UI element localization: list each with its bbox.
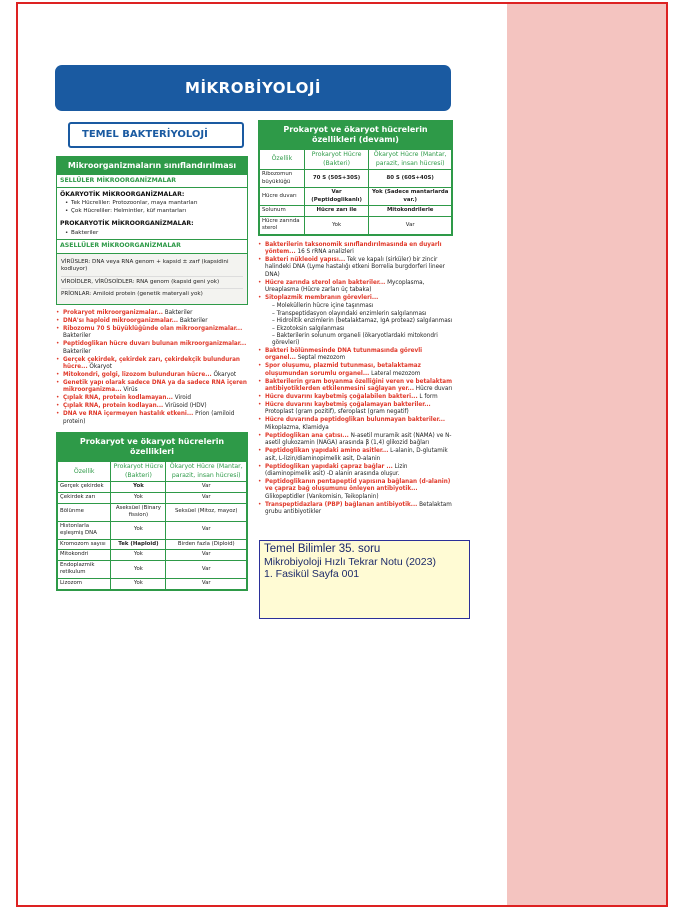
- fact-term: Bakterilerin taksonomik sınıflandırılmasında en duyarlı yöntem...: [265, 241, 442, 256]
- fact-item: [258, 333, 453, 348]
- list-item: • Bakteriler: [71, 230, 244, 238]
- fact-item: [56, 318, 248, 325]
- fact-item: [258, 348, 453, 363]
- list-item: PRİONLAR: Amiloid protein (genetik materyali yok): [61, 291, 203, 298]
- fact-answer: Mycoplasma, Ureaplasma (Hücre zarları üç tabaka): [265, 279, 425, 294]
- table-row: [58, 492, 247, 503]
- cell-table-title: Prokaryot ve ökaryot hücrelerin özellikleri: [57, 433, 247, 461]
- fact-item: [258, 242, 453, 257]
- table-cell: Var: [166, 482, 247, 493]
- fact-answer: Prion (amiloid protein): [63, 411, 235, 425]
- eukaryotic-list: [57, 200, 247, 217]
- fact-answer: – Bakterilerin solunum organeli (ökaryotlardaki mitokondri görevleri): [272, 332, 438, 347]
- fact-answer: – Ekzotoksin salgılanması: [272, 325, 345, 332]
- fact-term: Hücre zarında sterol olan bakteriler...: [265, 279, 386, 286]
- table-cell: Histonlarla eşleşmiş DNA: [58, 521, 111, 539]
- fact-term: Mitokondri, golgi, lizozom bulunduran hücre...: [63, 371, 212, 378]
- table-row: [260, 206, 452, 217]
- list-item: VİROİDLER, VİRÜSOİDLER: RNA genom (kapsid geni yok): [61, 277, 243, 290]
- fact-item: [258, 379, 453, 394]
- fact-term: Çıplak RNA, protein kodlayan...: [63, 403, 164, 410]
- table-cell: Yok: [111, 560, 166, 578]
- fact-term: Peptidoglikan ana çatısı...: [265, 432, 349, 439]
- table-cell: Var: [166, 521, 247, 539]
- fact-item: [258, 448, 453, 463]
- fact-answer: L-alanin, D-glutamik asit, L-lizin/diaminopimelik asit, D-alanin: [265, 448, 448, 462]
- note-line-3: 1. Fasikül Sayfa 001: [264, 568, 360, 581]
- table-cell: 80 S (60S+40S): [369, 170, 452, 188]
- fact-answer: L form: [417, 393, 438, 400]
- fact-answer: N-asetil muramik asit (NAMA) ve N-asetil glukozamin (NAGA) arasında β (1,4) glikozid bağları: [265, 432, 452, 447]
- eukaryotic-heading: ÖKARYOTİK MİKROORGANİZMALAR:: [60, 190, 185, 198]
- fact-term: Hücre duvarını kaybetmiş çoğalamayan bakteriler...: [265, 401, 431, 408]
- fact-answer: Septal mezozom: [295, 355, 346, 362]
- note-line-1: Temel Bilimler 35. soru: [264, 543, 381, 555]
- right-facts-list: [258, 242, 453, 517]
- table-row: [58, 550, 247, 561]
- fact-answer: 16 S rRNA analizleri: [295, 249, 354, 256]
- list-item: • Çok Hücreliler: Helmintler, küf mantarları: [71, 208, 244, 216]
- table-cell: Gerçek çekirdek: [58, 482, 111, 493]
- cell-table-box: [56, 432, 248, 590]
- fact-term: Peptidoglikan hücre duvarı bulunan mikroorganizmalar...: [63, 341, 247, 348]
- table-row: [58, 521, 247, 539]
- cell-table-cont-title: Prokaryot ve ökaryot hücrelerin özellikleri (devamı): [259, 121, 452, 149]
- fact-item: [56, 341, 248, 356]
- fact-answer: Bakteriler: [178, 317, 208, 324]
- note-line-2: Mikrobiyoloji Hızlı Tekrar Notu (2023): [264, 556, 436, 569]
- table-cell: Yok (Sadece mantarlarda var.): [369, 188, 452, 206]
- source-note: [259, 540, 470, 619]
- table-cell: Lizozom: [58, 578, 111, 589]
- table-cell: Yok: [111, 492, 166, 503]
- fact-answer: Virüs: [121, 387, 138, 394]
- table-cell: Hücre zarı ile: [304, 206, 369, 217]
- fact-item: [258, 311, 453, 318]
- table-cell: Mitokondri: [58, 550, 111, 561]
- fact-answer: Protoplast (gram pozitif), sferoplast (gram negatif): [265, 409, 409, 416]
- fact-item: [258, 280, 453, 295]
- table-cell: Birden fazla (Diploid): [166, 539, 247, 550]
- fact-answer: Bakteriler: [63, 348, 91, 355]
- fact-answer: Bakteriler: [162, 309, 193, 316]
- fact-term: Hücre duvarında peptidoglikan bulunmayan bakteriler...: [265, 417, 446, 424]
- table-cell: Mitokondrilerle: [369, 206, 452, 217]
- fact-item: [258, 417, 453, 432]
- fact-item: [258, 394, 453, 401]
- fact-item: [56, 403, 248, 410]
- fact-answer: – Moleküllerin hücre içine taşınması: [272, 303, 374, 310]
- fact-term: Bakteri bölünmesinde DNA tutunmasında görevli organel...: [265, 347, 423, 362]
- table-cell: Var: [166, 550, 247, 561]
- table-cell: Yok: [111, 550, 166, 561]
- acellular-list: [57, 254, 247, 304]
- fact-answer: Hücre duvarı: [414, 385, 453, 392]
- table-cell: Tek (Haploid): [111, 539, 166, 550]
- table-cell: Hücre zarında sterol: [260, 216, 305, 234]
- table-cell: Yok: [304, 216, 369, 234]
- fact-item: [56, 372, 248, 379]
- fact-term: Bakteri nükleoid yapısı...: [265, 257, 346, 264]
- fact-item: [56, 310, 248, 317]
- table-cell: 70 S (50S+30S): [304, 170, 369, 188]
- column-header: Prokaryot Hücre (Bakteri): [304, 150, 369, 170]
- table-cell: Bölünme: [58, 503, 111, 521]
- column-header: Özellik: [58, 462, 111, 482]
- table-cell: Var (Peptidoglikanlı): [304, 188, 369, 206]
- table-cell: Ribozomun büyüklüğü: [260, 170, 305, 188]
- fact-item: [258, 303, 453, 310]
- fact-item: [258, 433, 453, 448]
- table-cell: Yok: [111, 521, 166, 539]
- fact-item: [258, 257, 453, 279]
- table-row: [58, 482, 247, 493]
- prokaryotic-heading: PROKARYOTİK MİKROORGANİZMALAR:: [60, 220, 194, 228]
- left-column: [56, 120, 248, 596]
- table-row: [58, 560, 247, 578]
- table-row: [260, 188, 452, 206]
- prokaryotic-list: [57, 230, 247, 240]
- table-row: [58, 578, 247, 589]
- table-cell: Yok: [111, 578, 166, 589]
- table-cell: Hücre duvarı: [260, 188, 305, 206]
- fact-answer: Ökaryot: [211, 371, 237, 378]
- table-cell: Yok: [111, 482, 166, 493]
- fact-item: [258, 402, 453, 417]
- fact-answer: Virüsoid (HDV): [163, 403, 207, 410]
- fact-term: Prokaryot mikroorganizmalar...: [63, 309, 163, 316]
- fact-term: Spor oluşumu, plazmid tutunması, betalaktamaz oluşumundan sorumlu organel...: [265, 363, 421, 377]
- fact-item: [258, 464, 453, 479]
- table-cell: Endoplazmik retikulum: [58, 560, 111, 578]
- table-cell: Var: [369, 216, 452, 234]
- table-row: [58, 503, 247, 521]
- table-row: [58, 539, 247, 550]
- fact-answer: Ökaryot: [87, 363, 113, 370]
- fact-term: Transpeptidazlara (PBP) bağlanan antibiyotik...: [265, 501, 418, 508]
- fact-term: Bakterilerin gram boyanma özelliğini veren ve betalaktam antibiyotiklerden etkilenmesini sağlayan yer...: [265, 378, 453, 392]
- table-cell: Aseksüel (Binary fission): [111, 503, 166, 521]
- fact-item: [56, 411, 248, 426]
- fact-answer: Lizin (diaminopimelik asit) -D alanin arasında oluşur.: [265, 463, 408, 477]
- side-panel: [507, 4, 668, 907]
- fact-term: Gerçek çekirdek, çekirdek zarı, çekirdekçik bulunduran hücre...: [63, 356, 240, 370]
- fact-item: [56, 380, 248, 395]
- cellular-heading: SELLÜLER MİKROORGANİZMALAR: [57, 175, 247, 188]
- table-row: [260, 216, 452, 234]
- classification-title: Mikroorganizmaların sınıflandırılması: [57, 157, 247, 175]
- fact-term: Ribozomu 70 S büyüklüğünde olan mikroorganizmalar...: [63, 325, 243, 332]
- fact-answer: Tek ve kapalı (sirküler) bir zincir halindeki DNA (Lyme hastalığı etkeni Borrelia burgdorferi lineer DNA): [265, 257, 445, 278]
- fact-term: Genetik yapı olarak sadece DNA ya da sadece RNA içeren mikroorganizma...: [63, 379, 247, 394]
- fact-term: Çıplak RNA, protein kodlamayan...: [63, 395, 173, 402]
- fact-item: [56, 326, 248, 341]
- fact-answer: Glikopeptidler (Vankomisin, Teikoplanin): [265, 493, 379, 500]
- fact-term: DNA'sı haploid mikroorganizmalar...: [63, 317, 179, 324]
- acellular-heading: ASELLÜLER MİKROORGANİZMALAR: [57, 239, 247, 253]
- column-header: Özellik: [260, 150, 305, 170]
- section-heading: TEMEL BAKTERİYOLOJİ: [68, 122, 244, 148]
- fact-answer: Lateral mezozom: [369, 370, 421, 377]
- fact-answer: – Hidrolitik enzimlerin (betalaktamaz, IgA proteaz) salgılanması: [272, 318, 453, 325]
- fact-item: [56, 357, 248, 372]
- fact-term: DNA ve RNA içermeyen hastalık etkeni...: [63, 411, 194, 418]
- cell-table: [57, 461, 247, 589]
- column-header: Ökaryot Hücre (Mantar, parazit, insan hücresi): [166, 462, 247, 482]
- table-cell: Çekirdek zarı: [58, 492, 111, 503]
- fact-item: [258, 295, 453, 302]
- fact-item: [258, 502, 453, 517]
- cell-table-cont: [259, 149, 452, 235]
- fact-answer: Betalaktam grubu antibiyotikler: [265, 501, 452, 516]
- fact-item: [258, 326, 453, 333]
- column-header: Prokaryot Hücre (Bakteri): [111, 462, 166, 482]
- fact-term: Peptidoglikan yapıdaki amino asitler...: [265, 448, 389, 455]
- table-cell: Var: [166, 560, 247, 578]
- fact-answer: Bakteriler: [63, 333, 91, 340]
- table-row: [260, 170, 452, 188]
- fact-term: Peptidoglikanın pentapeptid yapısına bağlanan (d-alanin) ve çapraz bağ oluşumunu önleyen antibiyotik...: [265, 478, 451, 493]
- list-item: • Tek Hücreliler: Protozoonlar, maya mantarları: [71, 200, 244, 208]
- column-header: Ökaryot Hücre (Mantar, parazit, insan hücresi): [369, 150, 452, 170]
- fact-answer: – Transpeptidasyon olayındaki enzimlerin salgılanması: [272, 310, 427, 317]
- fact-answer: Viroid: [172, 395, 191, 402]
- fact-item: [56, 395, 248, 402]
- table-cell: Solunum: [260, 206, 305, 217]
- page-title: MİKROBİYOLOJİ: [55, 65, 451, 111]
- cell-table-cont-box: [258, 120, 453, 236]
- list-item: VİRÜSLER: DNA veya RNA genom + kapsid ± zarf (kapsidini kodluyor): [61, 257, 243, 277]
- table-cell: Kromozom sayısı: [58, 539, 111, 550]
- fact-answer: Mikoplazma, Klamidya: [265, 424, 329, 431]
- right-column: [258, 120, 453, 517]
- fact-term: Sitoplazmik membranın görevleri...: [265, 295, 379, 302]
- table-cell: Seksüel (Mitoz, mayoz): [166, 503, 247, 521]
- fact-term: Peptidoglikan yapıdaki çapraz bağlar ...: [265, 463, 393, 470]
- fact-item: [258, 363, 453, 378]
- table-cell: Var: [166, 492, 247, 503]
- fact-item: [258, 318, 453, 325]
- fact-item: [258, 479, 453, 501]
- left-facts-list: [56, 310, 248, 426]
- classification-box: [56, 156, 248, 305]
- table-cell: Var: [166, 578, 247, 589]
- fact-term: Hücre duvarını kaybetmiş çoğalabilen bakteri...: [265, 393, 418, 400]
